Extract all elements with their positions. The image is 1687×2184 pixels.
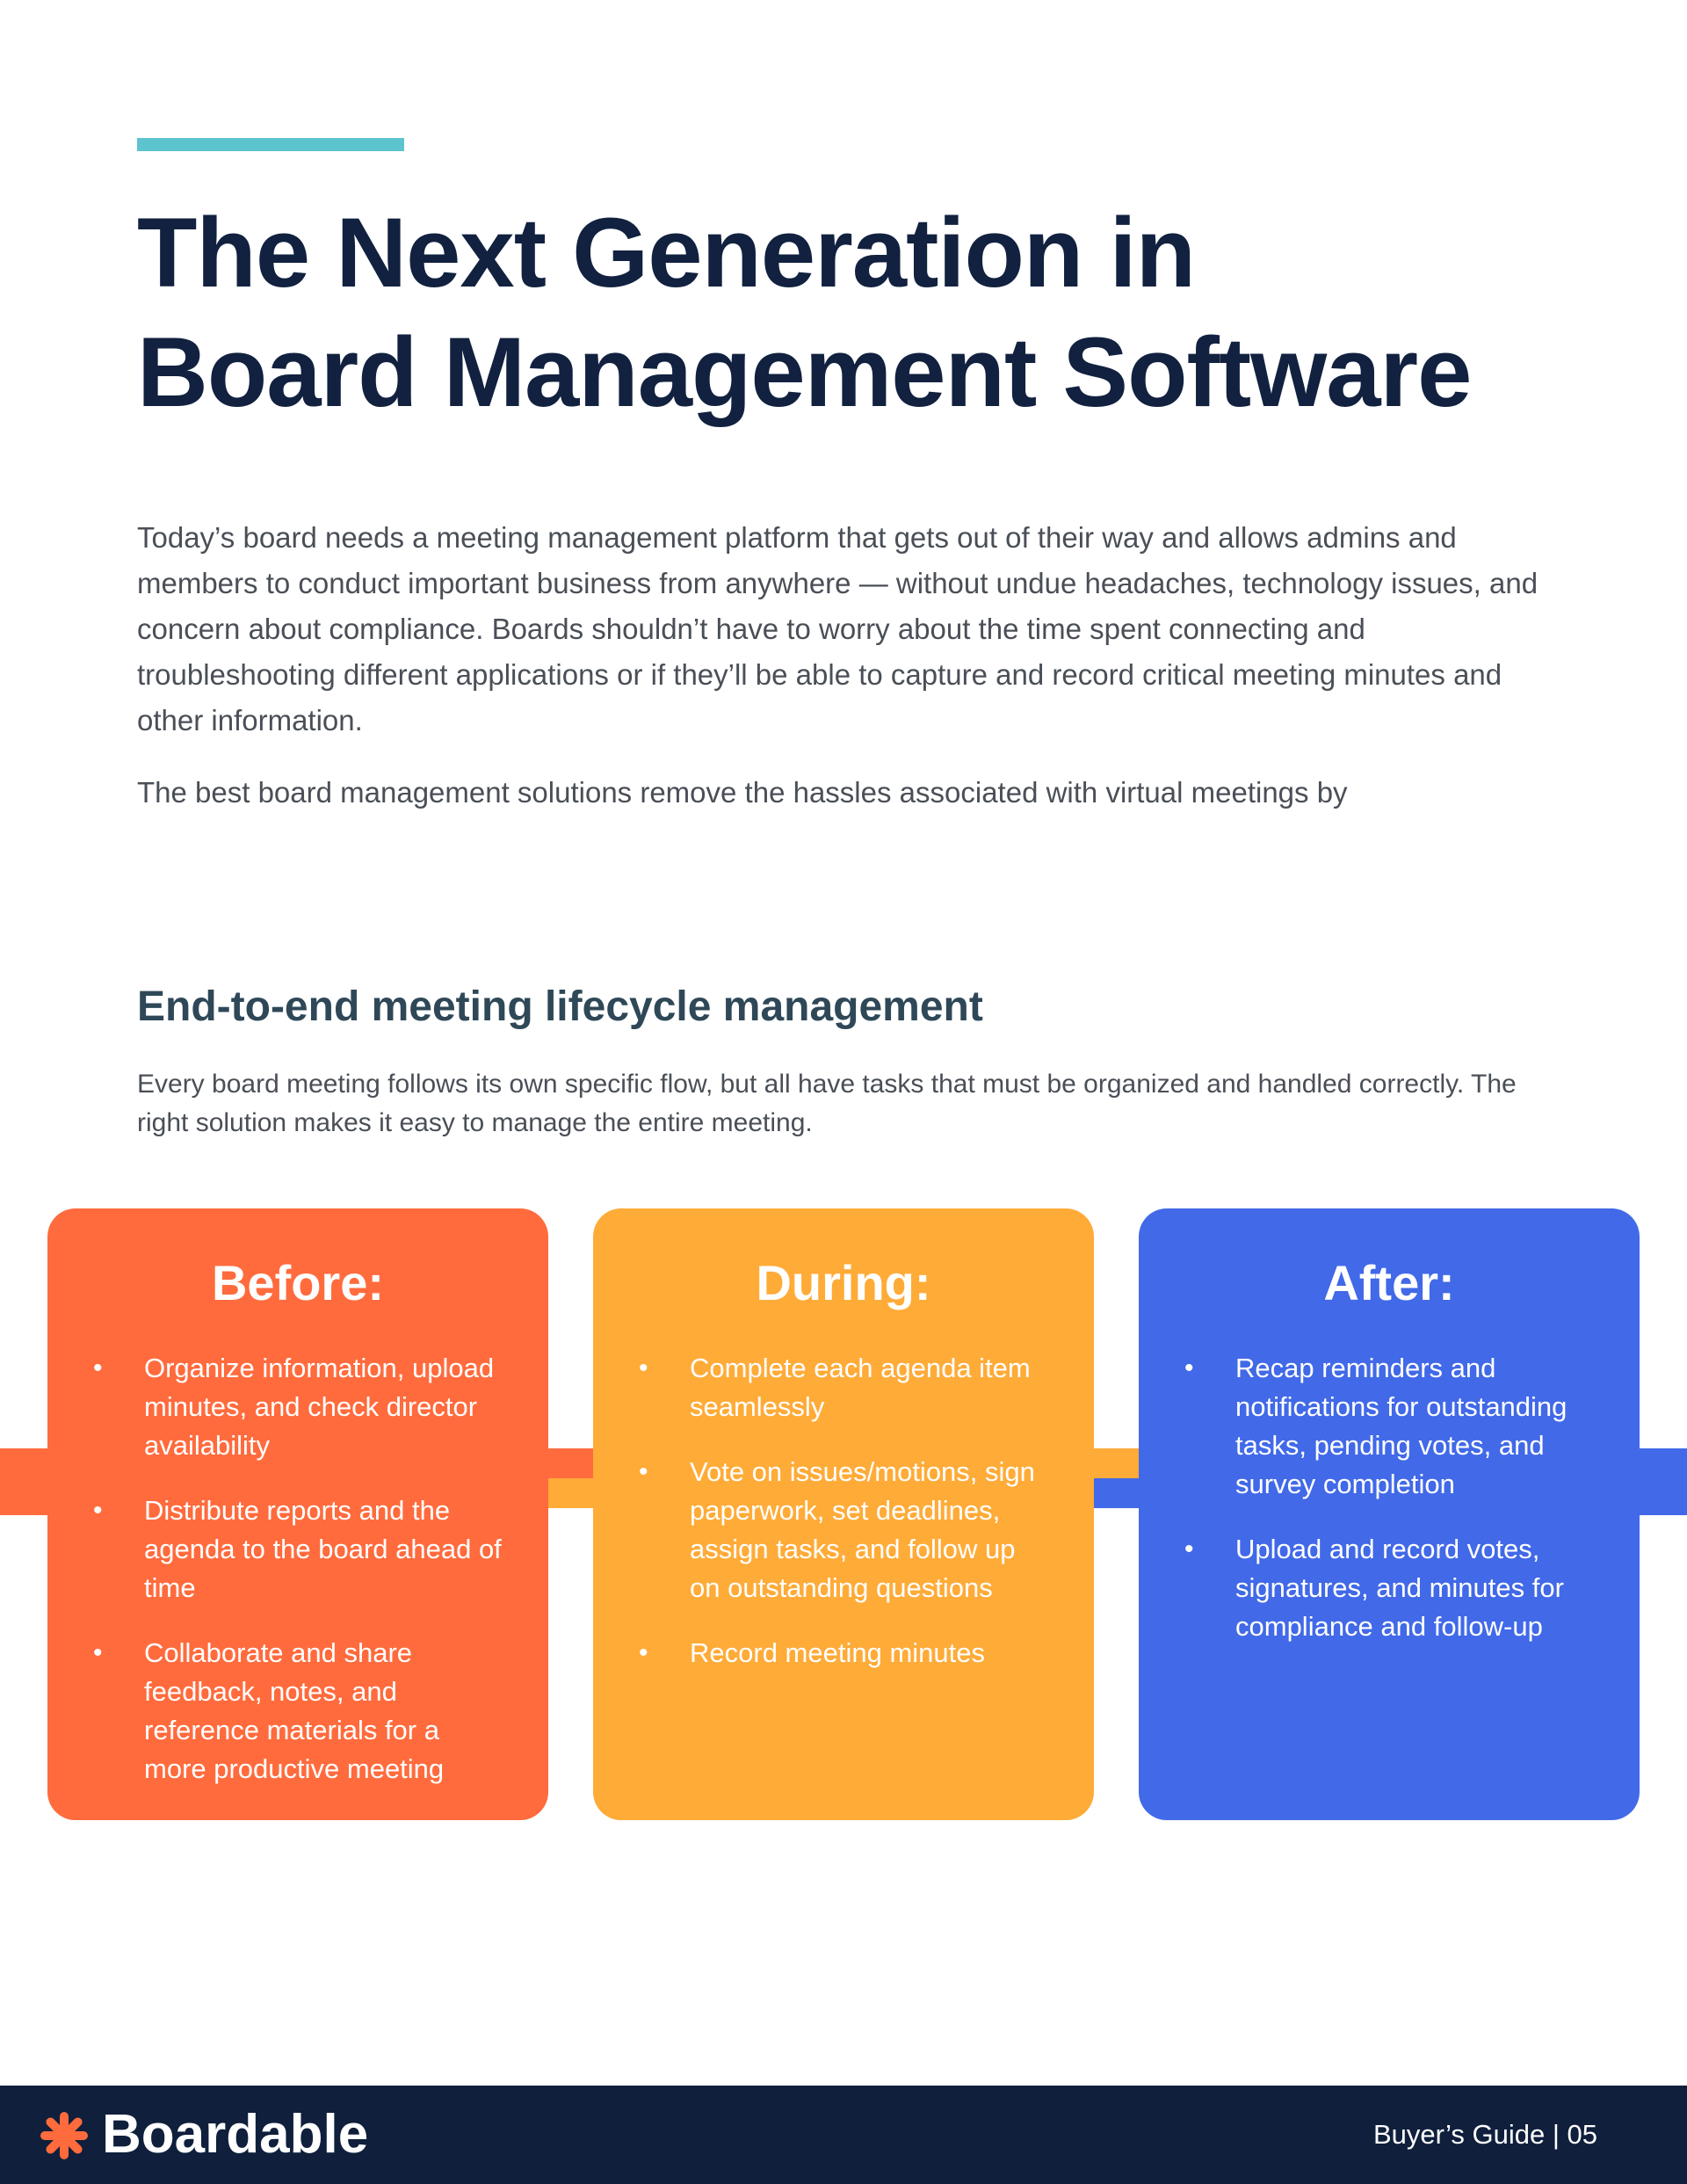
list-item-text: Vote on issues/motions, sign paperwork, set deadlines, assign tasks, and follow up on outstanding questions bbox=[690, 1456, 1035, 1603]
accent-bar bbox=[137, 138, 404, 151]
boardable-star-logo-icon bbox=[39, 2110, 90, 2161]
list-item bbox=[593, 1634, 1050, 1672]
card-during bbox=[593, 1208, 1094, 1820]
bullet-icon: • bbox=[639, 1638, 648, 1667]
section-heading: End-to-end meeting lifecycle management bbox=[137, 983, 983, 1030]
card-title: After: bbox=[1323, 1255, 1455, 1310]
list-item bbox=[47, 1491, 504, 1607]
bullet-icon: • bbox=[1184, 1535, 1194, 1564]
bullet-icon: • bbox=[639, 1457, 648, 1486]
page-title bbox=[137, 193, 1587, 432]
list-item bbox=[1139, 1530, 1596, 1646]
list-item bbox=[593, 1453, 1050, 1607]
list-item-text: Complete each agenda item seamlessly bbox=[690, 1353, 1031, 1422]
card-list bbox=[91, 1349, 504, 1789]
connector-before-during-bottom bbox=[545, 1478, 597, 1508]
list-item bbox=[593, 1349, 1050, 1426]
list-item-text: Organize information, upload minutes, and check director availability bbox=[144, 1353, 495, 1461]
list-item bbox=[1139, 1349, 1596, 1504]
list-item-text: Record meeting minutes bbox=[690, 1637, 985, 1668]
connector-during-after-bottom bbox=[1090, 1478, 1142, 1508]
page-title-line-1: The Next Generation in bbox=[137, 198, 1195, 308]
bullet-icon: • bbox=[93, 1638, 103, 1667]
card-before bbox=[47, 1208, 548, 1820]
card-title: During: bbox=[756, 1255, 931, 1310]
card-title: Before: bbox=[211, 1255, 385, 1310]
list-item bbox=[47, 1349, 504, 1465]
list-item-text: Recap reminders and notifications for outstanding tasks, pending votes, and survey completion bbox=[1235, 1353, 1568, 1499]
list-item-text: Distribute reports and the agenda to the board ahead of time bbox=[144, 1495, 502, 1603]
bullet-icon: • bbox=[639, 1353, 648, 1382]
section-description: Every board meeting follows its own specific flow, but all have tasks that must be organized and handled correctly. The right solution makes it easy to manage the entire meeting. bbox=[137, 1070, 1517, 1137]
list-item bbox=[47, 1634, 504, 1789]
bullet-icon: • bbox=[1184, 1353, 1194, 1382]
page-label: Buyer’s Guide | 05 bbox=[1372, 2119, 1597, 2150]
card-list bbox=[637, 1349, 1050, 1672]
card-list bbox=[1183, 1349, 1596, 1646]
intro-paragraph-2: The best board management solutions remove the hassles associated with virtual meetings by bbox=[137, 776, 1348, 809]
connector-before-during-top bbox=[545, 1448, 597, 1478]
footer bbox=[0, 2086, 1687, 2184]
list-item-text: Upload and record votes, signatures, and minutes for compliance and follow-up bbox=[1235, 1534, 1564, 1642]
card-after bbox=[1139, 1208, 1640, 1820]
bullet-icon: • bbox=[93, 1496, 103, 1525]
connector-during-after-top bbox=[1090, 1448, 1142, 1478]
intro-text bbox=[137, 515, 1543, 842]
bullet-icon: • bbox=[93, 1353, 103, 1382]
page-title-line-2: Board Management Software bbox=[137, 317, 1472, 427]
list-item-text: Collaborate and share feedback, notes, and reference materials for a more productive meeting bbox=[144, 1637, 445, 1784]
intro-paragraph-1: Today’s board needs a meeting management platform that gets out of their way and allows admins and members to conduct important business from anywhere — without undue headaches, technology issues, and concern about compliance. Boards shouldn’t have to worry about the time spent connecting and troubleshooting different applications or if they’ll be able to capture and record critical meeting minutes and other information. bbox=[137, 521, 1539, 736]
brand-name: Boardable bbox=[102, 2104, 369, 2165]
